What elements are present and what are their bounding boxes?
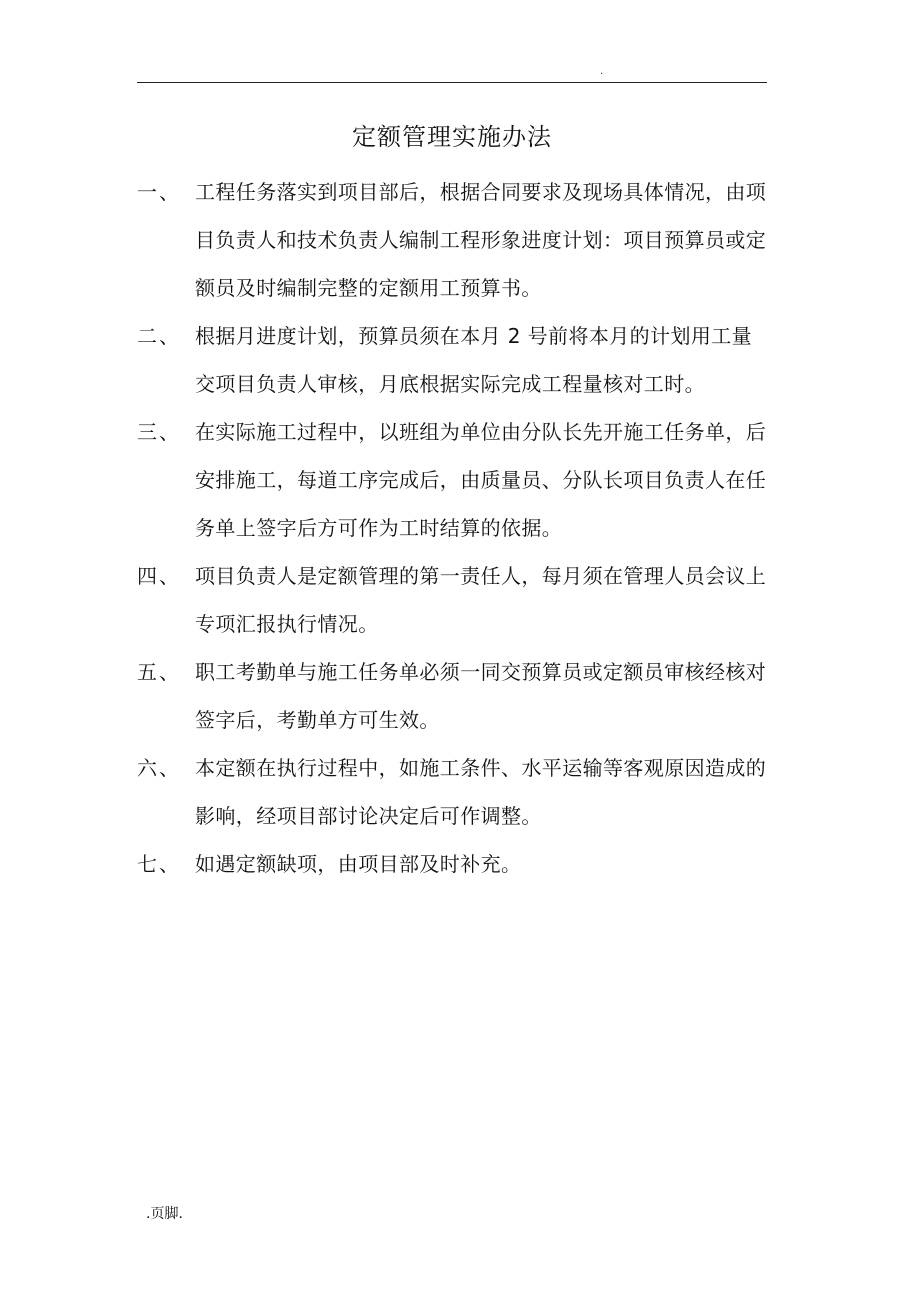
list-item <box>137 648 777 744</box>
item-number: 一、 <box>137 180 181 204</box>
page-title: 定额管理实施办法 <box>352 123 552 151</box>
item-number: 四、 <box>137 564 181 588</box>
item-text: 项目负责人是定额管理的第一责任人，每月须在管理人员会议上专项汇报执行情况。 <box>195 564 767 636</box>
list-item <box>137 312 777 408</box>
list-item <box>137 840 777 888</box>
item-text: 职工考勤单与施工任务单必须一同交预算员或定额员审核经核对签字后，考勤单方可生效。 <box>195 660 767 732</box>
item-number: 七、 <box>137 852 181 876</box>
item-number: 二、 <box>137 324 181 348</box>
article-list <box>137 168 777 888</box>
list-item <box>137 552 777 648</box>
item-text: 工程任务落实到项目部后，根据合同要求及现场具体情况，由项目负责人和技术负责人编制工程形象进度计划：项目预算员或定额员及时编制完整的定额用工预算书。 <box>195 180 767 300</box>
list-item <box>137 408 777 552</box>
item-text: 根据月进度计划，预算员须在本月 2 号前将本月的计划用工量交项目负责人审核，月底根据实际完成工程量核对工时。 <box>195 324 753 396</box>
item-text: 本定额在执行过程中，如施工条件、水平运输等客观原因造成的影响，经项目部讨论决定后可作调整。 <box>195 756 767 828</box>
header-rule <box>137 82 767 83</box>
header-mark: . <box>600 66 604 77</box>
list-item <box>137 744 777 840</box>
page-footer: .页脚. <box>146 1206 183 1222</box>
item-text: 在实际施工过程中，以班组为单位由分队长先开施工任务单，后安排施工，每道工序完成后，由质量员、分队长项目负责人在任务单上签字后方可作为工时结算的依据。 <box>195 420 767 540</box>
item-number: 三、 <box>137 420 181 444</box>
list-item <box>137 168 777 312</box>
item-number: 六、 <box>137 756 181 780</box>
item-text: 如遇定额缺项，由项目部及时补充。 <box>195 852 522 876</box>
item-number: 五、 <box>137 660 181 684</box>
